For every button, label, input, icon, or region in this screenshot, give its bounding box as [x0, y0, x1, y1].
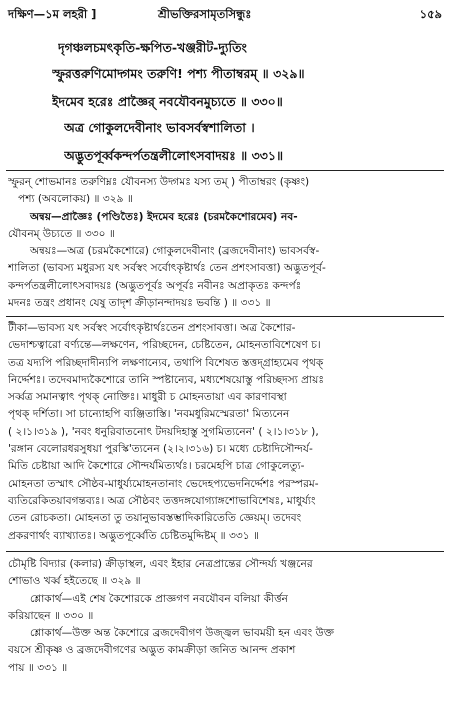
verse-line-1: দৃগঞ্চলচমৎকৃতি-ক্ষপিত-খঞ্জরীট-দ্যুতিং [58, 40, 247, 55]
tika-line: তত্র যদ্যপি পরিচ্ছদাদীন্যপি লক্ষণান্যেব, তথাপি বিশেষত স্তত্তদ্গ্রাহ্যমেব পৃথক্ [8, 356, 324, 369]
tika-line: মিতি চেষ্টায়া আদি কৈশোরে সৌন্দর্যমিত্যর্থঃ। চরমেহপি চাত্র গোকুলেত্যু- [8, 460, 305, 473]
divider-1 [6, 170, 444, 171]
anvaya-line: যৌবনম্ উচ্যতে ॥ ৩৩০ ॥ [8, 227, 115, 240]
anvaya-block [8, 174, 444, 312]
tika-line: ( ২।১।৩১৯ ), 'নবং ধনুরিবাতনোৎ টদয়দিহাস্তু সুগমিত্যনেন' ( ২।১।৩১৮ ), [8, 425, 319, 438]
anvaya-line: অন্বয়—প্রাজ্ঞৈঃ (পণ্ডিতৈঃ) ইদমেব হরেঃ (চরমকৈশোরমেব) নব- [30, 210, 298, 223]
divider-2 [6, 316, 444, 317]
translation-line: শ্লোকার্থ—উক্ত অন্ত কৈশোরে ব্রজদেবীগণ উজ্জ্বল ভাবময়ী হন এবং উক্ত [30, 627, 335, 640]
tika-line: প্রকরণার্থং ব্যাখ্যাতঃ। অদ্ভুতপূর্ব্বেতি চেষ্টিতমুদ্দিষ্টম্ ॥ ৩৩১ ॥ [8, 529, 259, 542]
anvaya-line: মদনঃ তন্ত্রং প্রধানং যেষু তাদৃশ ক্রীড়ানন্দাদয়ঃ ভবন্তি ) ॥ ৩৩১ ॥ [8, 297, 271, 310]
divider-3 [6, 551, 444, 552]
tika-line: নির্দ্দেশঃ। তদেবমাদ্যকৈশোরে তানি স্পষ্টান্যেব, মধ্যশেষয়োস্তু পরিচ্ছদস্য প্রায়ঃ [8, 373, 325, 386]
tika-line: 'রঙ্গান বেলোরধরসুধয়া পুরস্কি'ত্যনেন (২।২।৩১৬) চ। মধ্যে চেষ্টাদিসৌন্দর্য- [8, 443, 313, 456]
tika-line: ভেদাশ্চত্বারো বর্ণ্যন্তে—লক্ষণেন, পরিচ্ছদেন, চেষ্টিতেন, মোহনতাবিশেষেণ চ। [8, 339, 321, 352]
tika-line: মোহনতা তস্মাৎ সৌষ্ঠব-মাধুর্য্যমোহনতানাং ভেদেহপ্যভেদনির্দ্দেশঃ পরস্পরম- [8, 477, 319, 490]
verse-line-2: স্ফুরত্তরুণিমোদ্গমং তরুণি! পশ্য পীতাম্বরম্ ॥ ৩২৯॥ [52, 66, 305, 81]
tika-line: ব্যতিরেকিতয়াবগন্তব্যঃ। অত্র সৌষ্ঠবং তত্তদঙ্গযোগ্যাঙ্গশোভাবিশেষঃ, মাধুর্য্যং [8, 494, 316, 507]
translation-line: চৌমৃষ্টি বিদ্যার (কলার) ক্রীড়াস্থল, এবং ইহার নেত্রপ্রান্তের সৌন্দর্য্য খঞ্জনের [8, 558, 313, 570]
verse-line-4: অত্র গোকুলদেবীনাং ভাবসর্বস্বশালিতা । [64, 120, 255, 135]
anvaya-line: পশ্য (অবলোকয়) ॥ ৩২৯ ॥ [18, 193, 133, 206]
anvaya-line: স্ফুরন্ শোভমানঃ তরুণিম্নঃ যৌবনস্য উদ্গমঃ যস্য তম্ ) পীতাম্বরং (কৃষ্ণং) [8, 176, 310, 188]
tika-line: পৃথক্ দর্শিতা। সা চান্যোহপি ব্যঞ্জিতাস্তি। 'নবমধুরিমস্মেরতা' মিত্যনেন [8, 408, 290, 421]
translation-line: পায় ॥ ৩৩১ ॥ [8, 661, 68, 674]
header-title: শ্রীভক্তিরসামৃতসিন্ধুঃ [158, 7, 252, 21]
tika-line: তেন রোচকতা। মোহনতা তু তয়ানুভাবস্তম্ভাদিকারিতেতি জ্ঞেয়ম্। তদেবং [8, 512, 302, 525]
translation-line: শ্লোকার্থ—এই শেষ কৈশোরকে প্রাজ্ঞগণ নবযৌবন বলিয়া কীর্ত্তন [30, 592, 288, 605]
anvaya-line: অন্বয়ঃ—অত্র (চরমকৈশোরে) গোকুলদেবীনাং (ব্রজদেবীনাং) ভাবসর্বস্ব- [30, 245, 320, 258]
tika-block [8, 320, 444, 545]
translation-line: করিয়াছেন ॥ ৩৩০ ॥ [8, 609, 94, 622]
translation-block [8, 556, 444, 677]
tika-line: টীকা—ভাবস্য যৎ সর্বস্বং সর্বোৎকৃষ্টার্থঃতেন প্রশংসাবত্তা। অত্র কৈশোর- [8, 322, 296, 334]
page-header [8, 4, 444, 22]
translation-line: শোভাও খর্ব্ব হইতেছে ॥ ৩২৯ ॥ [8, 575, 141, 588]
anvaya-line: শালিতা (ভাবস্য মধুরস্য যৎ সর্বস্বং সর্বোৎকৃষ্টার্থঃ তেন প্রশংসাবত্তা) অদ্ভুতপূর্ব- [8, 262, 326, 275]
tika-line: সর্ব্বত্র সমানত্বাৎ পৃথক্ নোক্তিঃ। মাধুরী চ মোহনতায়া এব কারণাবস্থা [8, 391, 287, 404]
anvaya-line: কন্দর্পতন্ত্রলীলোৎসবাদয়ঃ (অদ্ভুতপূর্বঃ অপূর্বঃ নবীনঃ অপ্রাকৃতঃ কন্দর্পঃ [8, 279, 302, 292]
translation-line: বয়সে শ্রীকৃষ্ণ ও ব্রজদেবীগণের অদ্ভুত কামক্রীড়া জনিত আনন্দ প্রকাশ [8, 644, 296, 657]
verse-line-5: অদ্ভুতপূর্ব্বকন্দর্পতন্ত্রলীলোৎসবাদয়ঃ ॥ ৩৩১॥ [64, 148, 284, 163]
page-number: ১৫৯ [419, 7, 442, 21]
header-section: দক্ষিণ—১ম লহরী ] [8, 7, 97, 21]
verse-line-3: ইদমেব হরেঃ প্রাজ্ঞৈর্ নবযৌবনমুচ্যতে ॥ ৩৩০॥ [52, 94, 283, 109]
